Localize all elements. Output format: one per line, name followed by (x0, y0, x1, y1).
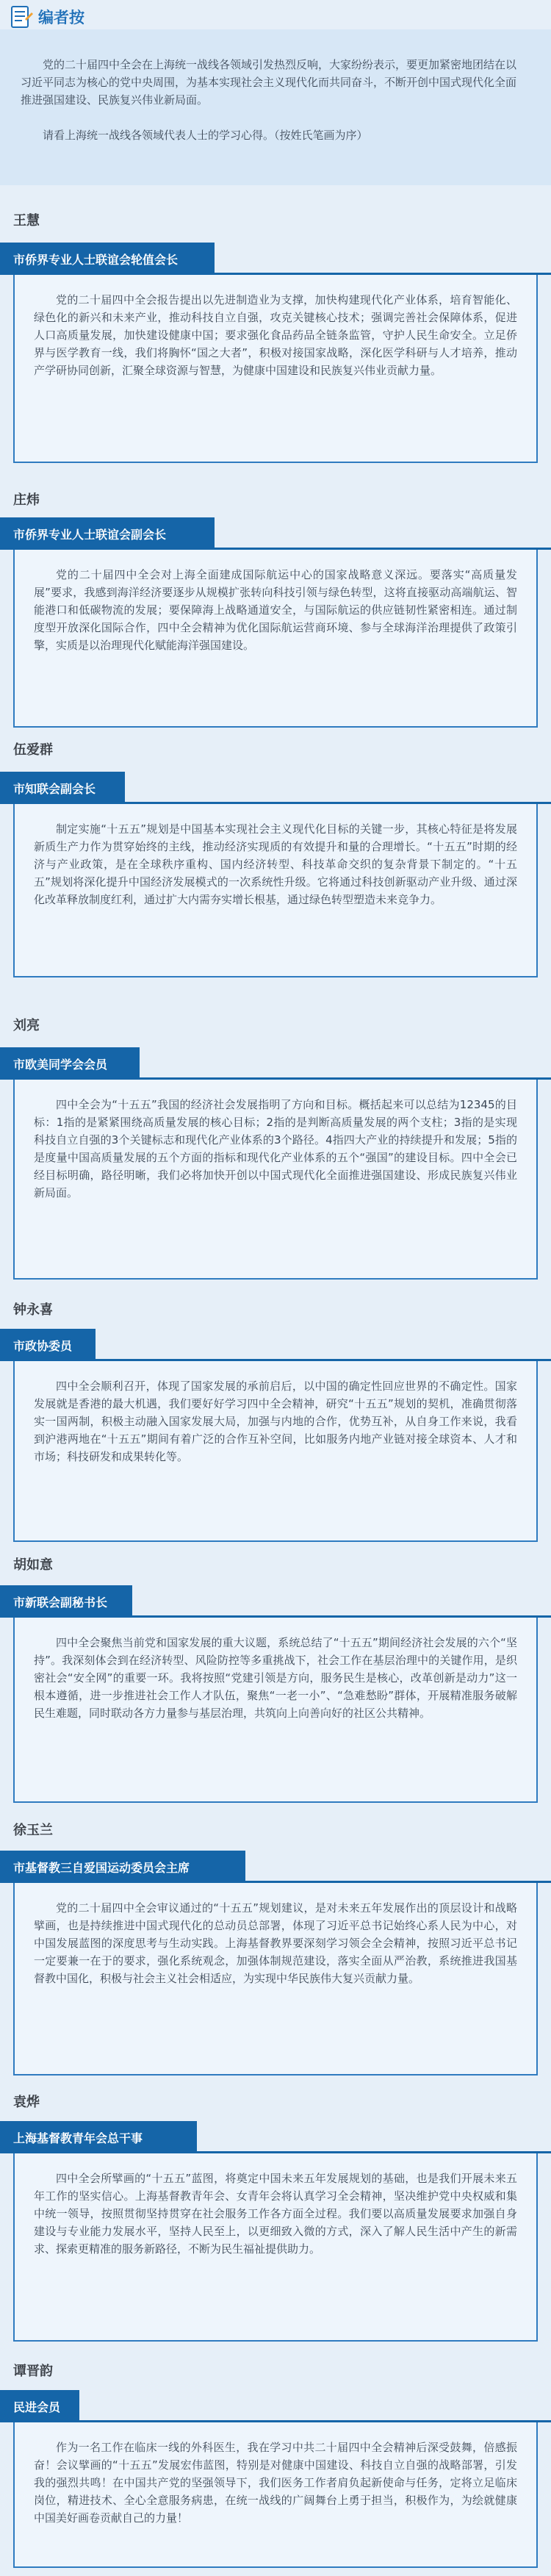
role-bar (0, 243, 551, 275)
statement-card: 制定实施“十五五”规划是中国基本实现社会主义现代化目标的关键一步，其核心特征是将发展新质生产力作为贯穿始终的主线，推动经济实现质的有效提升和量的合理增长。“十五五”时期的经济与产业政策，是在全球秩序重构、国内经济转型、科技革命交织的复杂背景下制定的。“十五五”规划将深化提升中国经济发展模式的一次系统性升级。它将通过科技创新驱动产业升级、通过深化改革释放制度红利，通过扩大内需夯实增长根基，通过绿色转型塑造未来竞争力。 (13, 804, 538, 977)
role-bar (0, 1851, 551, 1883)
role-title: 市侨界专业人士联谊会副会长 (0, 517, 215, 550)
role-title: 市新联会副秘书长 (0, 1585, 132, 1618)
statement-card: 四中全会顺利召开，体现了国家发展的承前启后，以中国的确定性回应世界的不确定性。国家发展就是香港的最大机遇，我们要好好学习四中全会精神，研究“十五五”规划的契机，准确贯彻落实一国两制，积极主动融入国家发展大局，加强与内地的合作，优势互补，从自身工作来说，我看到沪港两地在“十五五”期间有着广泛的合作互补空间，比如服务内地产业链对接全球资本、人才和市场；科技研发和成果转化等。 (13, 1361, 538, 1542)
person-name: 伍爱群 (13, 742, 53, 758)
document-icon (9, 4, 34, 29)
person-name: 钟永喜 (13, 1302, 53, 1318)
statement-card: 党的二十届四中全会审议通过的“十五五”规划建议，是对未来五年发展作出的顶层设计和战略擘画，也是持续推进中国式现代化的总动员总部署，体现了习近平总书记始终心系人民为中心，对中国发展蓝图的深度思考与生动实践。上海基督教界要深刻学习领会全会精神，按照习近平总书记一定要兼一在于的要求，强化系统观念，加强体制规范建设，落实全面从严治教，系统推进我国基督教中国化，积极与社会主义社会相适应，为实现中华民族伟大复兴贡献力量。 (13, 1883, 538, 2075)
editor-note (0, 29, 551, 185)
person-name: 徐玉兰 (13, 1823, 53, 1838)
person-name: 胡如意 (13, 1557, 53, 1573)
statement-card: 四中全会为“十五五”我国的经济社会发展指明了方向和目标。概括起来可以总结为12345的目标：1指的是紧紧围绕高质量发展的核心目标；2指的是判断高质量发展的两个支柱；3指的是实现科技自立自强的3个关键标志和现代化产业体系的3个路径。4指四大产业的持续提升和发展；5指的是度量中国高质量发展的五个方面的指标和现代化产业体系的五个“强国”的建设目标。四中全会已经目标明确，路径明晰，我们必将加快开创以中国式现代化全面推进强国建设、形成民族复兴伟业新局面。 (13, 1080, 538, 1280)
role-bar (0, 1585, 551, 1618)
role-title: 市侨界专业人士联谊会轮值会长 (0, 243, 215, 275)
role-title: 市基督教三自爱国运动委员会主席 (0, 1851, 245, 1883)
editor-note-tag (9, 4, 88, 29)
statement-card: 四中全会聚焦当前党和国家发展的重大议题，系统总结了“十五五”期间经济社会发展的六个“坚持”。我深刻体会到在经济转型、风险防控等多重挑战下，社会工作在基层治理中的关键作用，是织密社会“安全网”的重要一环。我将按照“党建引领是方向，服务民生是核心，改革创新是动力”这一根本遵循，进一步推进社会工作人才队伍，聚焦“一老一小”、“急难愁盼”群体，开展精准服务破解民生难题，同时联动各方力量参与基层治理，共筑向上向善向好的社区公共精神。 (13, 1618, 538, 1803)
editor-note-ask: 请看上海统一战线各领域代表人士的学习心得。（按姓氏笔画为序） (43, 129, 368, 142)
role-title: 民进会员 (0, 2390, 79, 2422)
person-name: 王慧 (13, 213, 40, 229)
role-bar (0, 772, 551, 804)
person-name: 袁烨 (13, 2095, 40, 2110)
statement-card: 作为一名工作在临床一线的外科医生，我在学习中共二十届四中全会精神后深受鼓舞，倍感振奋！会议擘画的“十五五”发展宏伟蓝图，特别是对健康中国建设、科技自立自强的战略部署，引发我的强烈共鸣！在中国共产党的坚强领导下，我们医务工作者肩负起新使命与任务，定将立足临床岗位，精进技术、全心全意服务病患，在统一战线的广阔舞台上勇于担当，积极作为，为绘就健康中国美好画卷贡献自己的力量！ (13, 2422, 538, 2568)
editor-note-paragraph: 党的二十届四中全会在上海统一战线各领域引发热烈反响，大家纷纷表示，要更加紧密地团结在以习近平同志为核心的党中央周围，为基本实现社会主义现代化而共同奋斗，不断开创中国式现代化全面推进强国建设、民族复兴伟业新局面。 (21, 58, 517, 107)
statement-card: 党的二十届四中全会报告提出以先进制造业为支撑，加快构建现代化产业体系，培育智能化、绿色化的新兴和未来产业，推动科技自立自强，攻克关键核心技术；强调完善社会保障体系，促进人口高质量发展，加快建设健康中国；要求强化食品药品全链条监管，守护人民生命安全。立足侨界与医学教育一线，我们将胸怀“国之大者”，积极对接国家战略，深化医学科研与人才培养，推动产学研协同创新，汇聚全球资源与智慧，为健康中国建设和民族复兴伟业贡献力量。 (13, 275, 538, 463)
statement-card: 党的二十届四中全会对上海全面建成国际航运中心的国家战略意义深远。要落实“高质量发展”要求，我感到海洋经济要逐步从规模扩张转向科技引领与绿色转型，这将直接驱动高端航运、智能港口和低碳物流的发展；要保障海上战略通道安全，与国际航运的供应链韧性紧密相连。通过制度型开放深化国际合作，四中全会精神为优化国际航运营商环境、参与全球海洋治理提供了政策引擎，实质是以治理现代化赋能海洋强国建设。 (13, 550, 538, 728)
role-title: 上海基督教青年会总干事 (0, 2121, 197, 2153)
role-bar (0, 2121, 551, 2153)
role-title: 市欧美同学会会员 (0, 1047, 140, 1080)
role-bar (0, 517, 551, 550)
person-name: 刘亮 (13, 1018, 40, 1033)
editor-note-label: 编者按 (38, 9, 84, 26)
person-name: 谭晋韵 (13, 2364, 53, 2379)
role-title: 市政协委员 (0, 1329, 96, 1361)
statement-card: 四中全会所擘画的“十五五”蓝图，将奠定中国未来五年发展规划的基础，也是我们开展未来五年工作的坚实信心。上海基督教青年会、女青年会将认真学习全会精神，坚决维护党中央权威和集中统一领导，按照贯彻坚持贯穿在社会服务工作各方面全过程。我们要以高质量发展要求加强自身建设与专业能力发展水平，坚持人民至上，以更细致入微的方式，深入了解人民生活中产生的新需求、探索更精准的服务新路径，不断为民生福祉提供助力。 (13, 2153, 538, 2342)
role-bar (0, 2390, 551, 2422)
person-name: 庄炜 (13, 492, 40, 508)
role-title: 市知联会副会长 (0, 772, 125, 804)
role-bar (0, 1047, 551, 1080)
role-bar (0, 1329, 551, 1361)
